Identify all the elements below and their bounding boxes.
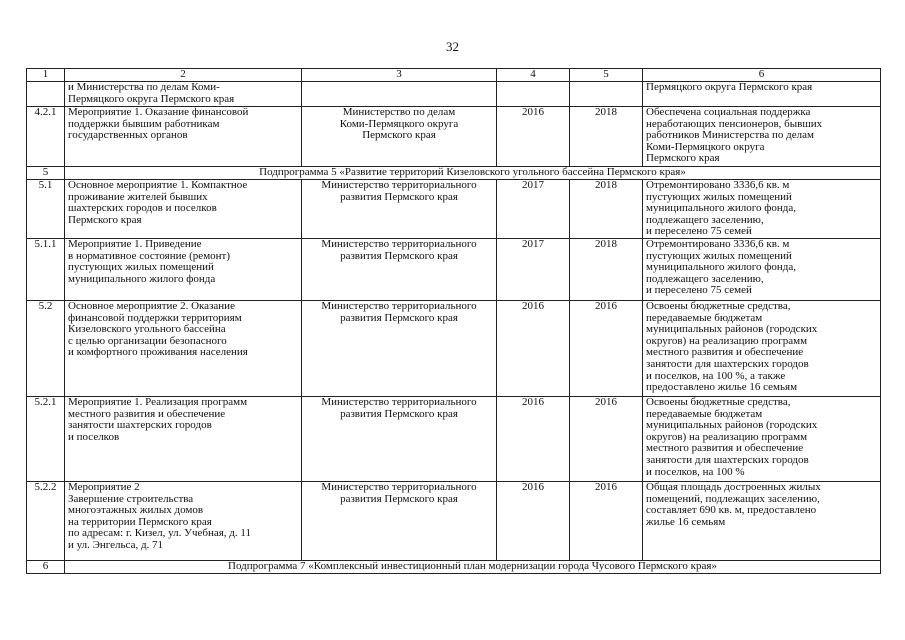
executor-cell: Министерство территориального развития Пермского края	[302, 396, 497, 481]
result-cell: Общая площадь достроенных жилых помещений, подлежащих заселению, составляет 690 кв. м, предоставлено жилье 16 семьям	[643, 481, 881, 560]
activities-table	[26, 68, 881, 574]
subprogram-row	[27, 560, 881, 573]
number-cell: 5.1.1	[27, 238, 65, 300]
result-cell: Отремонтировано 3336,6 кв. м пустующих жилых помещений муниципального жилого фонда, подлежащего заселению, и переселено 75 семей	[643, 238, 881, 300]
table-row	[27, 396, 881, 481]
end-year-cell: 2016	[570, 300, 643, 396]
table-row	[27, 180, 881, 239]
executor-cell: Министерство по делам Коми-Пермяцкого округа Пермского края	[302, 107, 497, 167]
table-row	[27, 481, 881, 560]
header-cell: 2	[65, 69, 302, 82]
header-cell: 1	[27, 69, 65, 82]
table-row	[27, 107, 881, 167]
start-year-cell: 2016	[497, 396, 570, 481]
subprogram-row	[27, 167, 881, 180]
continuation-row	[27, 82, 881, 107]
header-cell: 3	[302, 69, 497, 82]
header-cell: 5	[570, 69, 643, 82]
page-number: 32	[446, 39, 459, 54]
executor-cell: Министерство территориального развития Пермского края	[302, 238, 497, 300]
number-cell: 5	[27, 167, 65, 180]
start-year-cell: 2017	[497, 238, 570, 300]
activity-name-cell: Мероприятие 2 Завершение строительства многоэтажных жилых домов на территории Пермского края по адресам: г. Кизел, ул. Учебная, д. 11 и ул. Энгельса, д. 71	[65, 481, 302, 560]
number-cell: 5.1	[27, 180, 65, 239]
start-year-cell: 2016	[497, 481, 570, 560]
table-header-row	[27, 69, 881, 82]
header-cell: 6	[643, 69, 881, 82]
activity-name-cell: Мероприятие 1. Реализация программ местного развития и обеспечение занятости шахтерских городов и поселков	[65, 396, 302, 481]
subprogram-title-cell: Подпрограмма 5 «Развитие территорий Кизеловского угольного бассейна Пермского края»	[65, 167, 881, 180]
executor-cell: Министерство территориального развития Пермского края	[302, 300, 497, 396]
table-row	[27, 238, 881, 300]
activity-name-cell: Мероприятие 1. Оказание финансовой поддержки бывшим работникам государственных органов	[65, 107, 302, 167]
activity-name-cell: Мероприятие 1. Приведение в нормативное состояние (ремонт) пустующих жилых помещений муниципального жилого фонда	[65, 238, 302, 300]
result-cell: Освоены бюджетные средства, передаваемые бюджетам муниципальных районов (городских округов) на реализацию программ местного развития и обеспечение занятости для шахтерских городов и поселков, на 100 %	[643, 396, 881, 481]
number-cell: 5.2.2	[27, 481, 65, 560]
header-cell: 4	[497, 69, 570, 82]
executor-cell	[302, 82, 497, 107]
number-cell: 4.2.1	[27, 107, 65, 167]
table-row	[27, 300, 881, 396]
end-year-cell: 2018	[570, 238, 643, 300]
subprogram-title-cell: Подпрограмма 7 «Комплексный инвестиционный план модернизации города Чусового Пермского края»	[65, 560, 881, 573]
end-year-cell	[570, 82, 643, 107]
end-year-cell: 2018	[570, 180, 643, 239]
table-body	[27, 69, 881, 574]
result-cell: Освоены бюджетные средства, передаваемые бюджетам муниципальных районов (городских округов) на реализацию программ местного развития и обеспечение занятости для шахтерских городов и поселков, на 100 %, а также предоставлено жилье 16 семьям	[643, 300, 881, 396]
executor-cell: Министерство территориального развития Пермского края	[302, 180, 497, 239]
activity-name-cell: Основное мероприятие 2. Оказание финансовой поддержки территориям Кизеловского угольного бассейна с целью организации безопасного и комфортного проживания населения	[65, 300, 302, 396]
start-year-cell: 2016	[497, 300, 570, 396]
start-year-cell: 2016	[497, 107, 570, 167]
end-year-cell: 2016	[570, 396, 643, 481]
start-year-cell: 2017	[497, 180, 570, 239]
number-cell: 5.2.1	[27, 396, 65, 481]
end-year-cell: 2018	[570, 107, 643, 167]
number-cell: 5.2	[27, 300, 65, 396]
end-year-cell: 2016	[570, 481, 643, 560]
activity-name-cell: и Министерства по делам Коми- Пермяцкого округа Пермского края	[65, 82, 302, 107]
result-cell: Пермяцкого округа Пермского края	[643, 82, 881, 107]
executor-cell: Министерство территориального развития Пермского края	[302, 481, 497, 560]
result-cell: Обеспечена социальная поддержка неработающих пенсионеров, бывших работников Министерства по делам Коми-Пермяцкого округа Пермского края	[643, 107, 881, 167]
number-cell	[27, 82, 65, 107]
start-year-cell	[497, 82, 570, 107]
activity-name-cell: Основное мероприятие 1. Компактное проживание жителей бывших шахтерских городов и поселков Пермского края	[65, 180, 302, 239]
result-cell: Отремонтировано 3336,6 кв. м пустующих жилых помещений муниципального жилого фонда, подлежащего заселению, и переселено 75 семей	[643, 180, 881, 239]
number-cell: 6	[27, 560, 65, 573]
